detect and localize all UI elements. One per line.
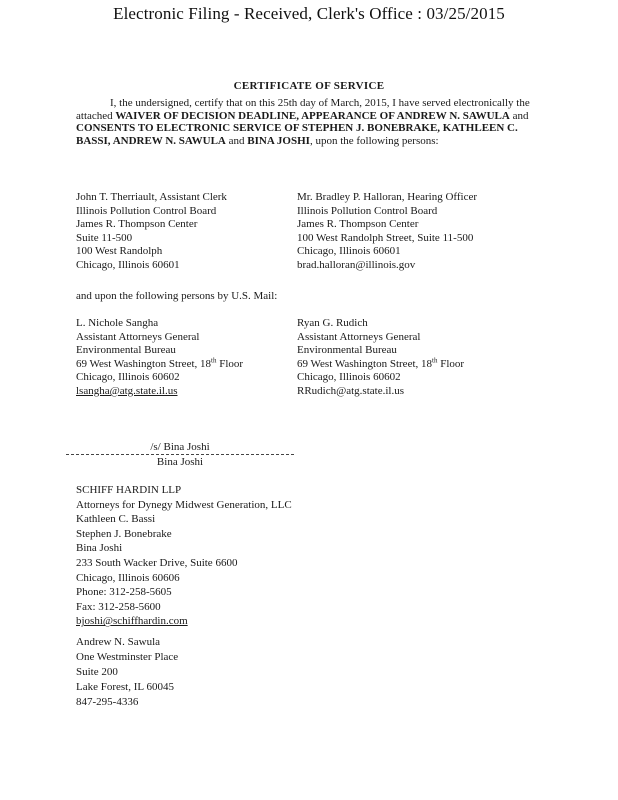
signature-name: Bina Joshi (156, 456, 204, 468)
address-line: Mr. Bradley P. Halloran, Hearing Officer (297, 191, 478, 203)
address-line: Chicago, Illinois 60601 (76, 258, 180, 271)
intro-text-1: I, the undersigned, certify that on this 25th day of March, 2015, I have served electronically the attached (76, 97, 530, 122)
intro-bold-2: CONSENTS TO ELECTRONIC SERVICE OF STEPHEN J. BONEBRAKE, KATHLEEN C. BASSI, ANDREW N. SAWULA (76, 122, 518, 147)
address-line: Chicago, Illinois 60602 (76, 371, 180, 384)
street-line: 69 West Washington Street, 18th Floor (76, 356, 244, 370)
address-line: Chicago, Illinois 60601 (297, 245, 401, 258)
filing-stamp-header: Electronic Filing - Received, Clerk's Office : 03/25/2015 (113, 4, 505, 23)
intro-paragraph (76, 97, 546, 147)
firm-line: SCHIFF HARDIN LLP (76, 484, 182, 496)
email-link[interactable]: lsangha@atg.state.il.us (76, 384, 178, 397)
signature-line (66, 454, 294, 455)
intro-bold-3: BINA JOSHI (247, 134, 310, 147)
firm-line: Kathleen C. Bassi (76, 513, 156, 526)
document-title: CERTIFICATE OF SERVICE (233, 80, 385, 92)
mail-intro: and upon the following persons by U.S. Mail: (76, 290, 278, 302)
address-line: John T. Therriault, Assistant Clerk (76, 191, 227, 203)
address-line: James R. Thompson Center (297, 218, 419, 231)
service-address-hearing-officer (297, 191, 477, 273)
sawula-line: One Westminster Place (76, 651, 179, 663)
address-line: Chicago, Illinois 60602 (297, 371, 401, 384)
mail-address-rudich (297, 317, 464, 399)
address-line: James R. Thompson Center (76, 218, 198, 231)
address-line: 100 West Randolph (76, 245, 163, 258)
firm-line: Stephen J. Bonebrake (76, 527, 172, 540)
address-line: Illinois Pollution Control Board (76, 204, 217, 217)
address-line: Assistant Attorneys General (76, 330, 200, 343)
firm-line: Phone: 312-258-5605 (76, 586, 172, 599)
intro-text-4: , upon the following persons: (309, 134, 439, 147)
address-line: Ryan G. Rudich (297, 317, 368, 329)
firm-email-link[interactable]: bjoshi@schiffhardin.com (76, 615, 188, 628)
intro-bold-1: WAIVER OF DECISION DEADLINE, APPEARANCE OF ANDREW N. SAWULA (115, 109, 510, 122)
sawula-line: Lake Forest, IL 60045 (76, 681, 174, 693)
sawula-line: Andrew N. Sawula (76, 636, 161, 648)
firm-line: Fax: 312-258-5600 (76, 600, 161, 613)
email-line: RRudich@atg.state.il.us (297, 384, 404, 397)
address-line: L. Nichole Sangha (76, 317, 159, 329)
firm-line: Bina Joshi (76, 542, 123, 555)
address-line: Suite 11-500 (76, 231, 133, 244)
sawula-line: 847-295-4336 (76, 696, 139, 708)
firm-line: Chicago, Illinois 60606 (76, 571, 180, 584)
firm-line: 233 South Wacker Drive, Suite 6600 (76, 556, 238, 569)
signature-electronic: /s/ Bina Joshi (150, 441, 210, 453)
intro-text-2: and (509, 109, 529, 122)
address-line: Environmental Bureau (76, 344, 176, 357)
email-line: brad.halloran@illinois.gov (297, 258, 416, 271)
address-line: Assistant Attorneys General (297, 330, 421, 343)
sawula-block (76, 635, 178, 710)
firm-line: Attorneys for Dynegy Midwest Generation, LLC (76, 498, 292, 511)
service-address-clerk (76, 191, 227, 273)
mail-address-sangha (76, 317, 243, 399)
sawula-line: Suite 200 (76, 666, 118, 678)
street-line: 69 West Washington Street, 18th Floor (297, 356, 465, 370)
address-line: 100 West Randolph Street, Suite 11-500 (297, 231, 474, 244)
address-line: Environmental Bureau (297, 344, 397, 357)
intro-text-3: and (225, 134, 248, 147)
address-line: Illinois Pollution Control Board (297, 204, 438, 217)
firm-block (76, 483, 292, 629)
